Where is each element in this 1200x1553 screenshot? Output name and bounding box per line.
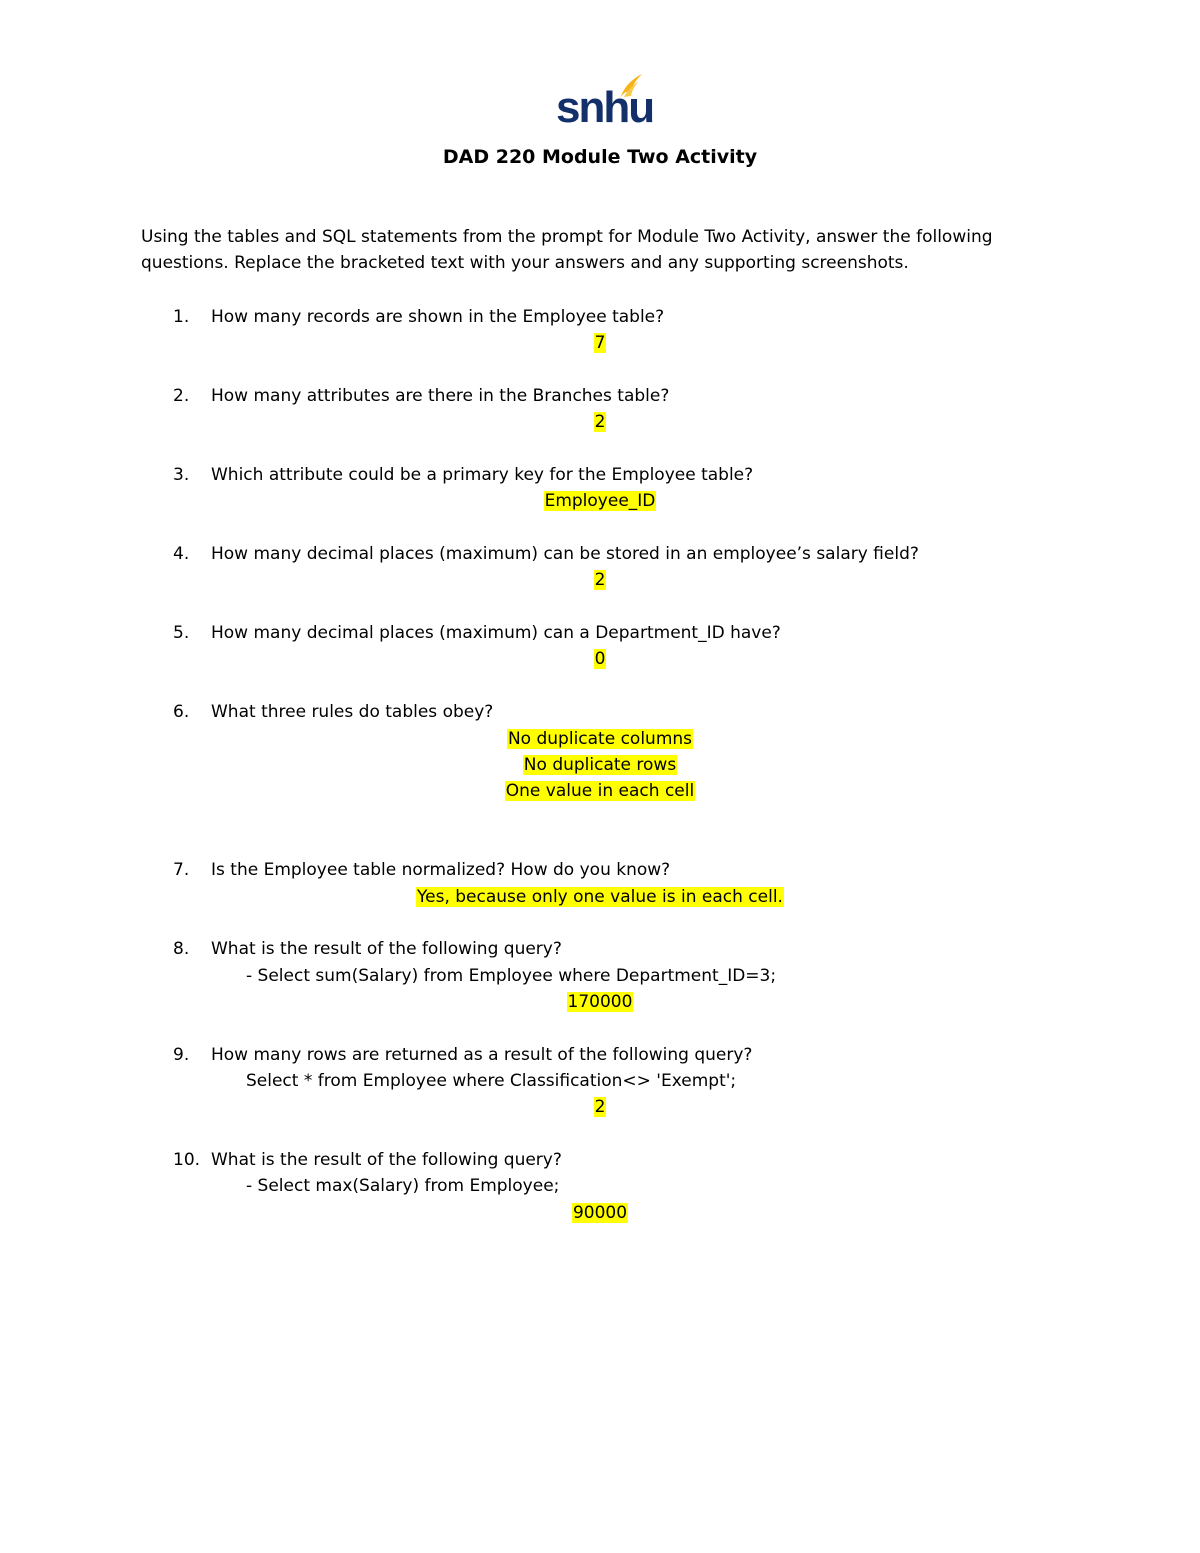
answer-6a (0, 726, 1200, 752)
answer-6c (0, 778, 1200, 804)
answer-text: One value in each cell (505, 781, 695, 801)
question-text: What is the result of the following query? (211, 939, 562, 959)
question-number: 7. (173, 860, 190, 880)
answer-10 (0, 1200, 1200, 1226)
answer-4 (0, 567, 1200, 593)
question-text: Which attribute could be a primary key for the Employee table? (211, 465, 754, 485)
answer-text: No duplicate rows (523, 755, 677, 775)
answer-7 (0, 884, 1200, 910)
question-number: 4. (173, 544, 190, 564)
question-number: 2. (173, 386, 190, 406)
answer-text: 90000 (572, 1203, 628, 1223)
answer-5 (0, 646, 1200, 672)
answer-9 (0, 1094, 1200, 1120)
answer-text: 2 (594, 1097, 606, 1117)
answer-text: 170000 (567, 992, 633, 1012)
question-number: 1. (173, 307, 190, 327)
question-number: 9. (173, 1045, 190, 1065)
logo-wordmark: snhu (556, 83, 654, 132)
document-title: DAD 220 Module Two Activity (442, 146, 758, 168)
answer-8 (0, 989, 1200, 1015)
answer-1 (0, 330, 1200, 356)
question-number: 5. (173, 623, 190, 643)
question-text: Is the Employee table normalized? How do you know? (211, 860, 671, 880)
answer-text: 7 (594, 333, 606, 353)
answer-text: Employee_ID (544, 491, 656, 511)
answer-2 (0, 409, 1200, 435)
query-text: - Select sum(Salary) from Employee where Department_ID=3; (246, 966, 777, 986)
question-number: 3. (173, 465, 190, 485)
query-text: Select * from Employee where Classification<> 'Exempt'; (246, 1071, 737, 1091)
question-number: 6. (173, 702, 190, 722)
answer-text: Yes, because only one value is in each cell. (417, 887, 783, 907)
answer-text: 2 (594, 412, 606, 432)
question-text: What three rules do tables obey? (211, 702, 494, 722)
question-number: 8. (173, 939, 190, 959)
query-text: - Select max(Salary) from Employee; (246, 1176, 560, 1196)
question-text: How many rows are returned as a result of the following query? (211, 1045, 753, 1065)
answer-text: 0 (594, 649, 606, 669)
snhu-logo (552, 70, 652, 132)
question-number: 10. (173, 1150, 201, 1170)
question-text: How many decimal places (maximum) can a Department_ID have? (211, 623, 781, 643)
answer-6b (0, 752, 1200, 778)
question-text: What is the result of the following query? (211, 1150, 562, 1170)
question-text: How many decimal places (maximum) can be stored in an employee’s salary field? (211, 544, 919, 564)
intro-paragraph: Using the tables and SQL statements from the prompt for Module Two Activity, answer the following questions. Replace the bracketed text with your answers and any supporting screenshots. (141, 227, 993, 273)
question-text: How many records are shown in the Employee table? (211, 307, 665, 327)
answer-text: 2 (594, 570, 606, 590)
answer-text: No duplicate columns (507, 729, 693, 749)
question-text: How many attributes are there in the Branches table? (211, 386, 670, 406)
answer-3 (0, 488, 1200, 514)
